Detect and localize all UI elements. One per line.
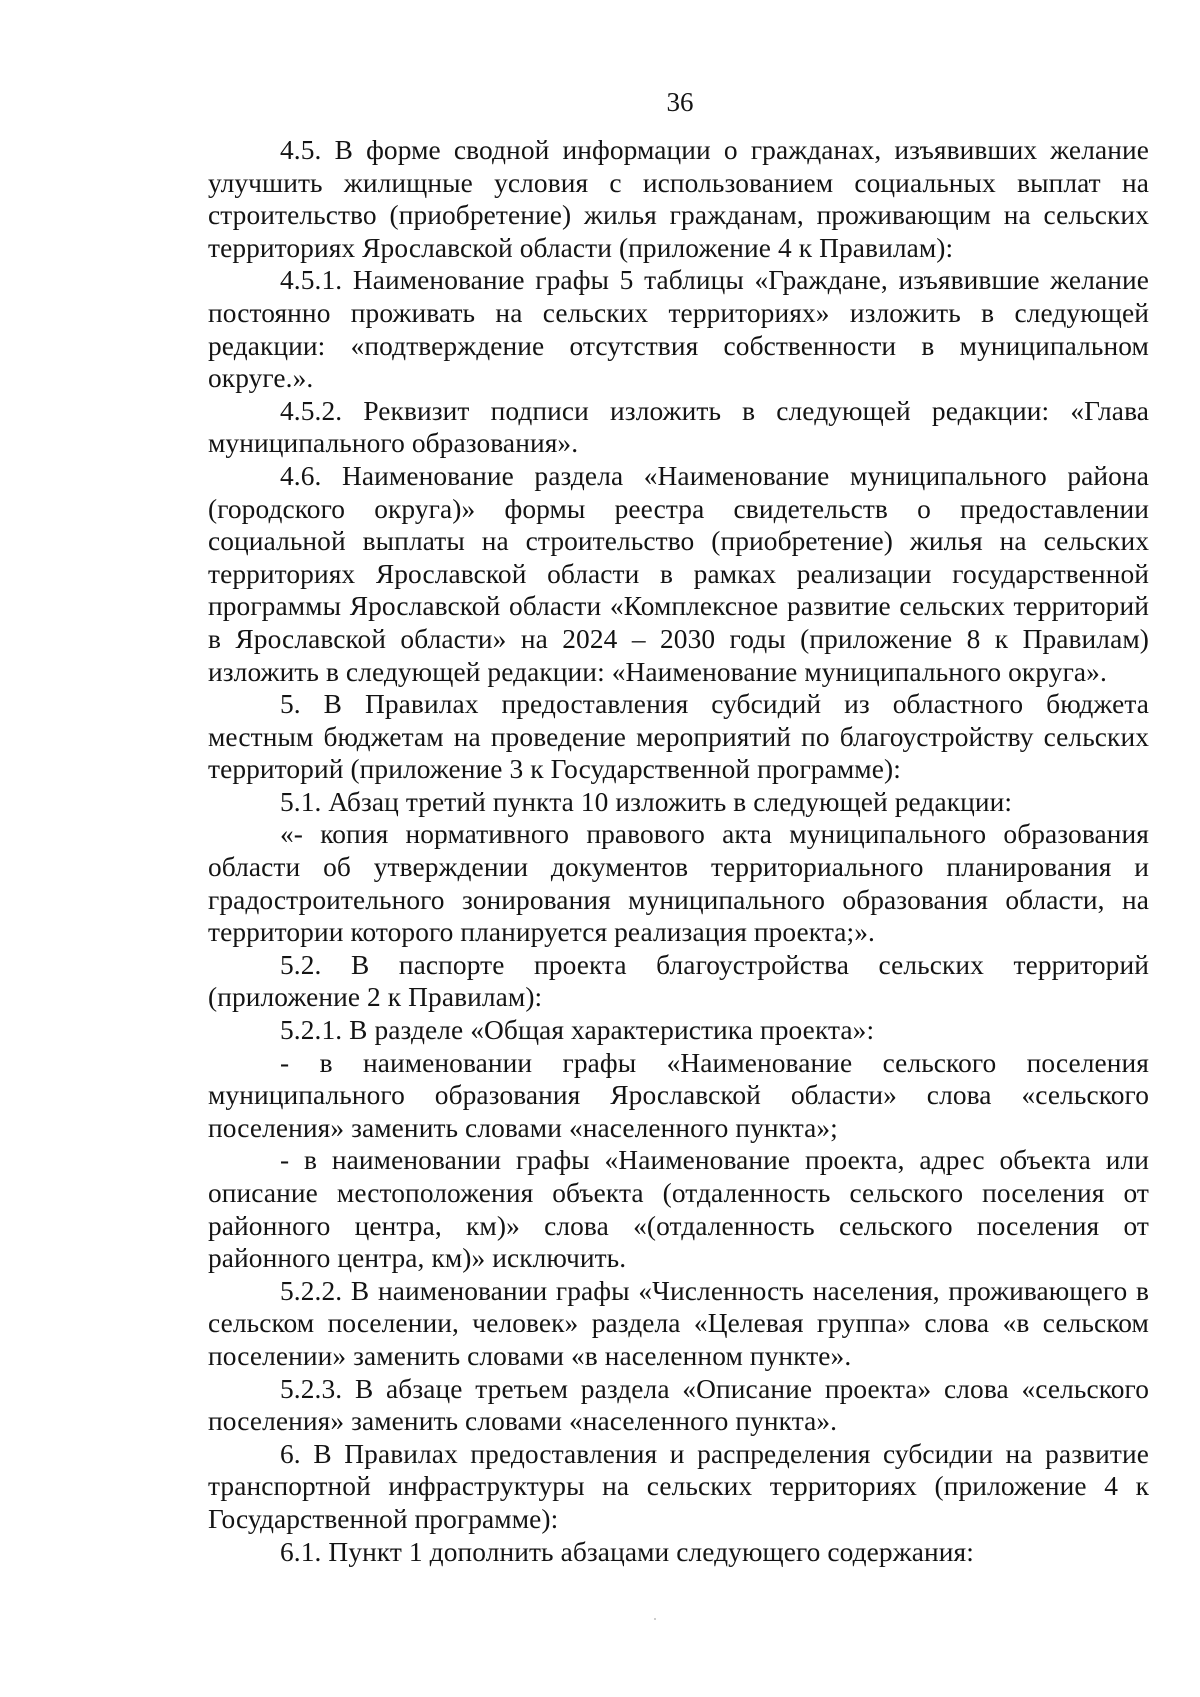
page-number: 36 [666, 87, 694, 117]
paragraph: «- копия нормативного правового акта муниципального образования области об утверждении документов территориального планирования и градостроительного зонирования муниципального образования области, на территории которого планируется реализация проекта;». [208, 819, 1149, 948]
paragraph: 5.2.1. В разделе «Общая характеристика проекта»: [280, 1015, 875, 1046]
document-body [208, 134, 1149, 1568]
paragraph: 5. В Правилах предоставления субсидий из областного бюджета местным бюджетам на проведение мероприятий по благоустройству сельских территорий (приложение 3 к Государственной программе): [208, 689, 1149, 785]
paragraph: 4.5. В форме сводной информации о гражданах, изъявивших желание улучшить жилищные условия с использованием социальных выплат на строительство (приобретение) жилья гражданам, проживающим на сельских территориях Ярославской области (приложение 4 к Правилам): [208, 135, 1149, 263]
paragraph: 4.5.1. Наименование графы 5 таблицы «Граждане, изъявившие желание постоянно проживать на сельских территориях» изложить в следующей редакции: «подтверждение отсутствия собственности в муниципальном округе.». [208, 265, 1149, 394]
paragraph: 5.2.3. В абзаце третьем раздела «Описание проекта» слова «сельского поселения» заменить словами «населенного пункта». [208, 1373, 1149, 1437]
scan-speck [654, 1618, 656, 1620]
paragraph: 4.6. Наименование раздела «Наименование муниципального района (городского округа)» формы реестра свидетельств о предоставлении социальной выплаты на строительство (приобретение) жилья на сельских территориях Ярославской области в рамках реализации государственной программы Ярославской области «Комплексное развитие сельских территорий в Ярославской области» на 2024 – 2030 годы (приложение 8 к Правилам) изложить в следующей редакции: «Наименование муниципального округа». [208, 460, 1149, 687]
paragraph: 4.5.2. Реквизит подписи изложить в следующей редакции: «Глава муниципального образования». [208, 395, 1149, 459]
paragraph: 6. В Правилах предоставления и распределения субсидии на развитие транспортной инфраструктуры на сельских территориях (приложение 4 к Государственной программе): [208, 1438, 1149, 1534]
paragraph: 5.2.2. В наименовании графы «Численность населения, проживающего в сельском поселении, человек» раздела «Целевая группа» слова «в сельском поселении» заменить словами «в населенном пункте». [208, 1275, 1149, 1371]
paragraph: - в наименовании графы «Наименование проекта, адрес объекта или описание местоположения объекта (отдаленность сельского поселения от районного центра, км)» слова «(отдаленность сельского поселения от районного центра, км)» исключить. [208, 1145, 1149, 1274]
paragraph: 5.2. В паспорте проекта благоустройства сельских территорий (приложение 2 к Правилам): [208, 949, 1149, 1013]
paragraph: 5.1. Абзац третий пункта 10 изложить в следующей редакции: [280, 786, 1013, 817]
paragraph: - в наименовании графы «Наименование сельского поселения муниципального образования Ярославской области» слова «сельского поселения» заменить словами «населенного пункта»; [208, 1047, 1149, 1143]
paragraph: 6.1. Пункт 1 дополнить абзацами следующего содержания: [280, 1536, 974, 1567]
